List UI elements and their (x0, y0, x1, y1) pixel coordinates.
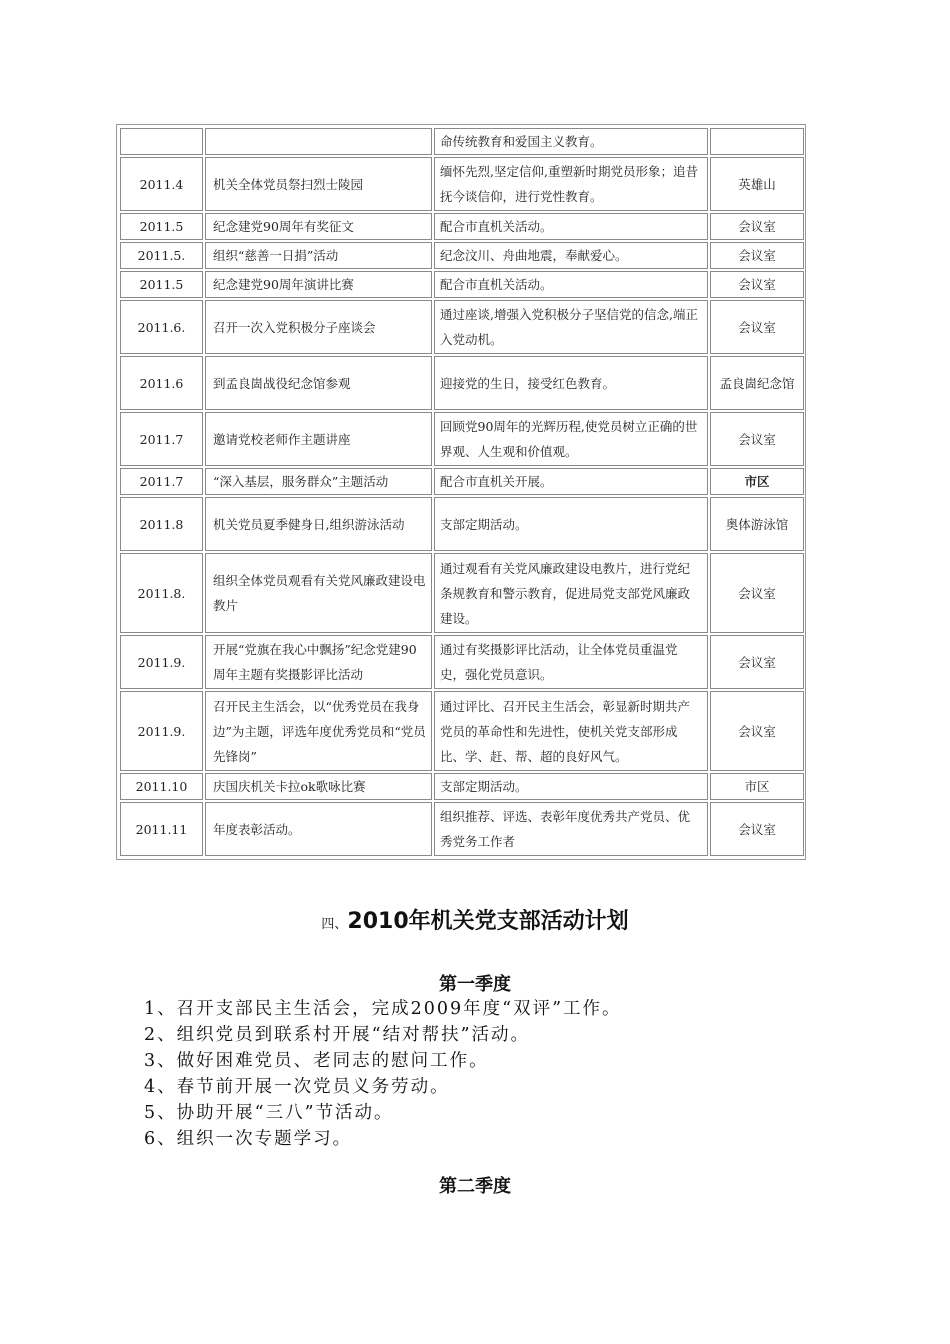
purpose-cell: 配合市直机关活动。 (434, 213, 708, 240)
activity-cell: 开展“党旗在我心中飘扬”纪念党建90周年主题有奖摄影评比活动 (205, 635, 432, 689)
location-cell: 市区 (710, 773, 804, 800)
date-cell: 2011.8 (120, 497, 203, 551)
activity-cell: 组织“慈善一日捐”活动 (205, 242, 432, 269)
date-cell: 2011.5 (120, 213, 203, 240)
purpose-cell: 配合市直机关开展。 (434, 468, 708, 495)
section-heading-title: 2010年机关党支部活动计划 (347, 909, 629, 934)
table-row (120, 497, 804, 551)
table-row (120, 356, 804, 410)
season-1-heading: 第一季度 (439, 974, 511, 995)
activity-cell: “深入基层，服务群众”主题活动 (205, 468, 432, 495)
purpose-cell: 命传统教育和爱国主义教育。 (434, 128, 708, 155)
activity-table-body (120, 128, 804, 856)
list-item: 2、组织党员到联系村开展“结对帮扶”活动。 (144, 1025, 531, 1045)
date-cell: 2011.9. (120, 635, 203, 689)
table-row (120, 213, 804, 240)
location-cell: 会议室 (710, 691, 804, 771)
purpose-cell: 组织推荐、评选、表彰年度优秀共产党员、优秀党务工作者 (434, 802, 708, 856)
date-cell: 2011.5 (120, 271, 203, 298)
activity-cell: 机关全体党员祭扫烈士陵园 (205, 157, 432, 211)
location-cell: 会议室 (710, 242, 804, 269)
location-cell: 市区 (710, 468, 804, 495)
location-cell (710, 128, 804, 155)
list-item: 6、组织一次专题学习。 (144, 1129, 353, 1149)
table-row (120, 468, 804, 495)
purpose-cell: 支部定期活动。 (434, 773, 708, 800)
location-cell: 会议室 (710, 635, 804, 689)
location-cell: 会议室 (710, 300, 804, 354)
date-cell: 2011.7 (120, 412, 203, 466)
date-cell: 2011.9. (120, 691, 203, 771)
section-heading-prefix: 四、 (321, 917, 348, 932)
location-cell: 会议室 (710, 213, 804, 240)
purpose-cell: 迎接党的生日，接受红色教育。 (434, 356, 708, 410)
activity-cell: 邀请党校老师作主题讲座 (205, 412, 432, 466)
table-row (120, 553, 804, 633)
purpose-cell: 通过观看有关党风廉政建设电教片，进行党纪条规教育和警示教育，促进局党支部党风廉政建设。 (434, 553, 708, 633)
activity-cell: 机关党员夏季健身日,组织游泳活动 (205, 497, 432, 551)
activity-cell: 组织全体党员观看有关党风廉政建设电教片 (205, 553, 432, 633)
purpose-cell: 通过座谈,增强入党积极分子坚信党的信念,端正入党动机。 (434, 300, 708, 354)
activity-cell: 庆国庆机关卡拉ok歌咏比赛 (205, 773, 432, 800)
table-row (120, 773, 804, 800)
season-1-list (144, 996, 622, 1152)
activity-table (116, 124, 806, 860)
date-cell: 2011.7 (120, 468, 203, 495)
date-cell (120, 128, 203, 155)
activity-cell: 到孟良崮战役纪念馆参观 (205, 356, 432, 410)
purpose-cell: 支部定期活动。 (434, 497, 708, 551)
table-row (120, 300, 804, 354)
date-cell: 2011.8. (120, 553, 203, 633)
location-cell: 奥体游泳馆 (710, 497, 804, 551)
location-cell: 会议室 (710, 802, 804, 856)
location-cell: 会议室 (710, 271, 804, 298)
purpose-cell: 回顾党90周年的光辉历程,使党员树立正确的世界观、人生观和价值观。 (434, 412, 708, 466)
table-row (120, 271, 804, 298)
table-row (120, 691, 804, 771)
date-cell: 2011.6. (120, 300, 203, 354)
date-cell: 2011.10 (120, 773, 203, 800)
list-item: 5、协助开展“三八”节活动。 (144, 1103, 394, 1123)
season-2-heading: 第二季度 (439, 1176, 511, 1197)
table-row (120, 128, 804, 155)
list-item: 4、春节前开展一次党员义务劳动。 (144, 1077, 450, 1097)
list-item: 1、召开支部民主生活会，完成2009年度“双评”工作。 (144, 999, 622, 1019)
section-heading (0, 904, 950, 935)
date-cell: 2011.5. (120, 242, 203, 269)
date-cell: 2011.11 (120, 802, 203, 856)
activity-cell: 纪念建党90周年演讲比赛 (205, 271, 432, 298)
table-row (120, 412, 804, 466)
activity-cell (205, 128, 432, 155)
table-row (120, 802, 804, 856)
table-row (120, 157, 804, 211)
location-cell: 会议室 (710, 412, 804, 466)
location-cell: 会议室 (710, 553, 804, 633)
date-cell: 2011.4 (120, 157, 203, 211)
date-cell: 2011.6 (120, 356, 203, 410)
table-row (120, 635, 804, 689)
location-cell: 英雄山 (710, 157, 804, 211)
purpose-cell: 缅怀先烈,坚定信仰,重塑新时期党员形象；追昔抚今谈信仰，进行党性教育。 (434, 157, 708, 211)
activity-cell: 召开一次入党积极分子座谈会 (205, 300, 432, 354)
list-item: 3、做好困难党员、老同志的慰问工作。 (144, 1051, 489, 1071)
purpose-cell: 纪念汶川、舟曲地震，奉献爱心。 (434, 242, 708, 269)
purpose-cell: 通过有奖摄影评比活动，让全体党员重温党史，强化党员意识。 (434, 635, 708, 689)
location-cell: 孟良崮纪念馆 (710, 356, 804, 410)
activity-cell: 年度表彰活动。 (205, 802, 432, 856)
table-row (120, 242, 804, 269)
purpose-cell: 配合市直机关活动。 (434, 271, 708, 298)
activity-cell: 召开民主生活会，以“优秀党员在我身边”为主题，评选年度优秀党员和“党员先锋岗” (205, 691, 432, 771)
activity-cell: 纪念建党90周年有奖征文 (205, 213, 432, 240)
purpose-cell: 通过评比、召开民主生活会，彰显新时期共产党员的革命性和先进性，使机关党支部形成比、学、赶、帮、超的良好风气。 (434, 691, 708, 771)
